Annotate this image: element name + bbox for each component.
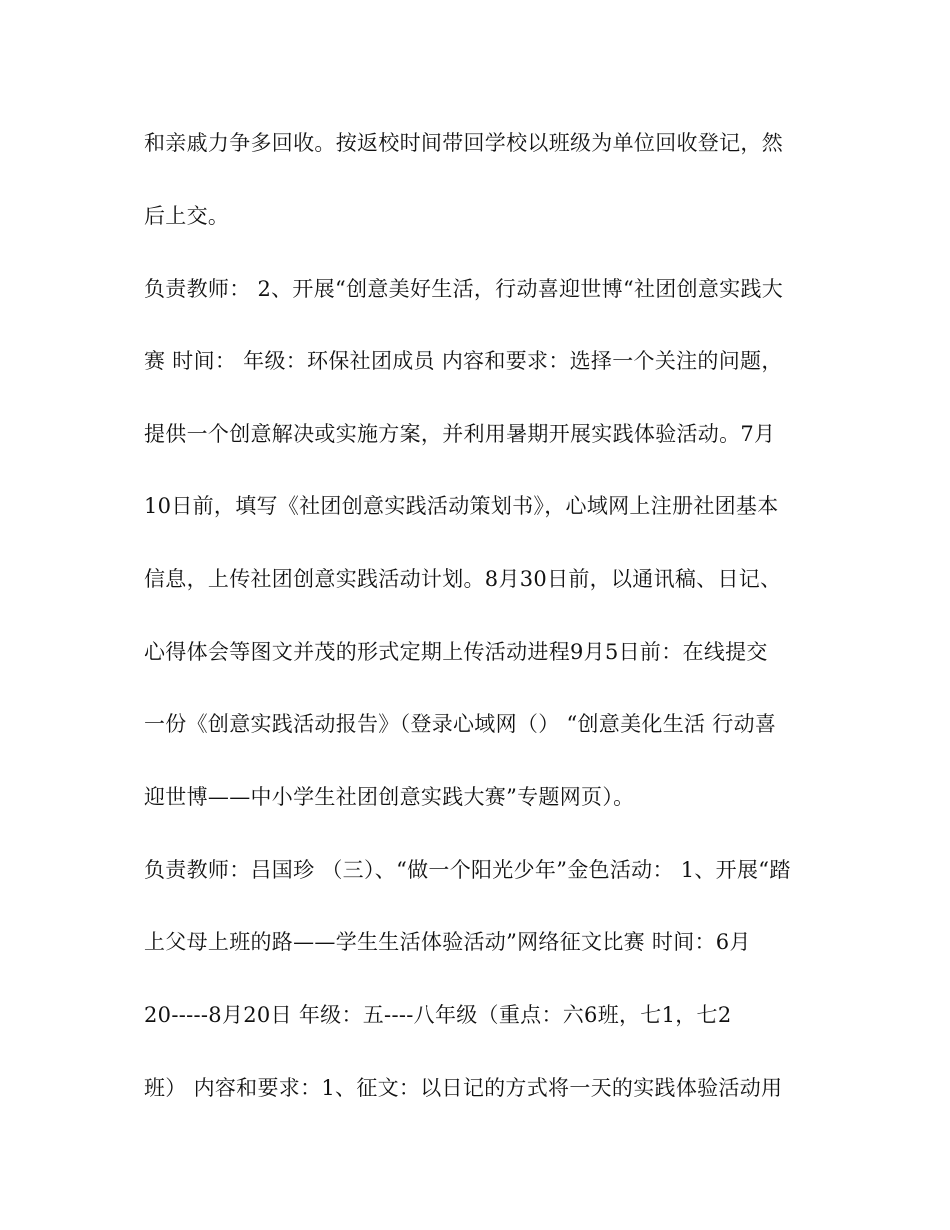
text-line: 信息，上传社团创意实践活动计划。8月30日前，以通讯稿、日记、 [144,567,782,591]
text-line: 和亲戚力争多回收。按返校时间带回学校以班级为单位回收登记，然 [144,131,783,155]
text-line: 上父母上班的路——学生生活体验活动”网络征文比赛 时间：6月 [144,930,751,954]
text-line: 负责教师：吕国珍 （三）、“做一个阳光少年”金色活动： 1、开展“踏 [144,858,791,882]
text-line: 班） 内容和要求：1、征文：以日记的方式将一天的实践体验活动用 [144,1076,783,1100]
text-line: 赛 时间： 年级：环保社团成员 内容和要求：选择一个关注的问题， [144,349,783,373]
text-line: 一份《创意实践活动报告》（登录心域网（） “创意美化生活 行动喜 [144,712,777,736]
text-line: 迎世博——中小学生社团创意实践大赛”专题网页）。 [144,785,635,809]
text-line: 后上交。 [144,204,230,228]
text-line: 20-----8月20日 年级：五----八年级（重点：六6班，七1，七2 [144,1003,732,1027]
text-line: 提供一个创意解决或实施方案，并利用暑期开展实践体验活动。7月 [144,422,776,446]
text-line: 负责教师： 2、开展“创意美好生活，行动喜迎世博“社团创意实践大 [144,277,784,301]
text-line: 心得体会等图文并茂的形式定期上传活动进程9月5日前：在线提交 [144,640,768,664]
text-line: 10日前，填写《社团创意实践活动策划书》，心域网上注册社团基本 [144,494,779,518]
